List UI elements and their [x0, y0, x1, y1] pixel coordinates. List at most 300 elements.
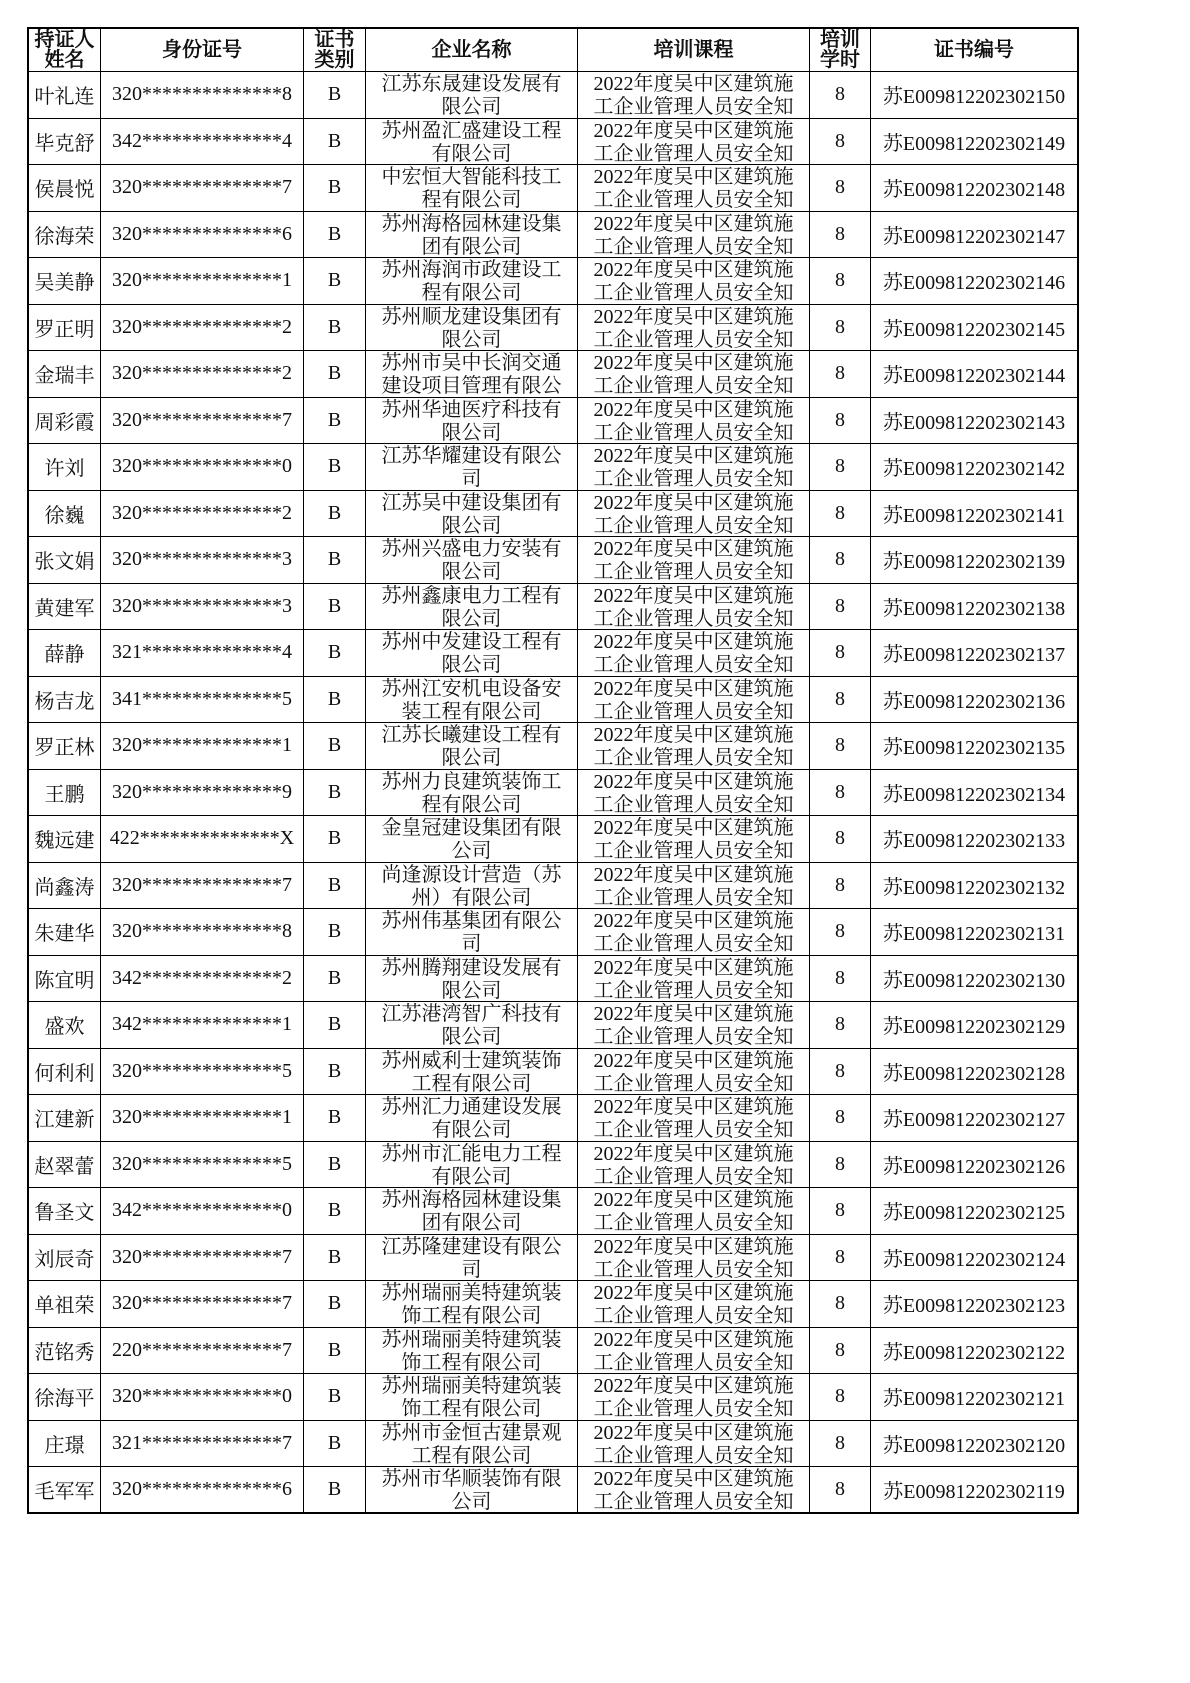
cell-course — [578, 584, 810, 631]
cell-course — [578, 770, 810, 817]
cell-cert-number — [871, 816, 1079, 863]
cell-course-text: 2022年度吴中区建筑施工企业管理人员安全知 — [593, 1235, 794, 1281]
cell-company-text: 苏州中发建设工程有限公司 — [381, 631, 562, 676]
cell-course — [578, 723, 810, 770]
cell-company — [366, 584, 578, 631]
cell-id-number-text: 342**************0 — [112, 1199, 292, 1222]
cell-hours — [810, 1467, 871, 1514]
cell-holder-name — [29, 863, 101, 910]
cell-holder-name-text: 金瑞丰 — [34, 365, 95, 388]
cell-cert-number-text: 苏E009812202302129 — [882, 1016, 1066, 1039]
header-id-number-text: 身份证号 — [162, 39, 242, 61]
cell-hours — [810, 1421, 871, 1468]
cell-cert-type — [304, 1049, 366, 1096]
cell-company-text: 苏州瑞丽美特建筑装饰工程有限公司 — [381, 1328, 562, 1374]
cell-cert-type — [304, 1374, 366, 1421]
cell-cert-type — [304, 630, 366, 677]
cell-cert-type-text: B — [327, 734, 342, 757]
cell-id-number-text: 320**************1 — [112, 1106, 292, 1129]
table-row — [29, 1049, 1079, 1096]
cell-holder-name-text: 吴美静 — [34, 272, 95, 295]
table-row — [29, 258, 1079, 305]
cell-holder-name — [29, 584, 101, 631]
cell-id-number — [101, 677, 304, 724]
cell-id-number-text: 320**************6 — [112, 222, 292, 245]
cell-cert-number — [871, 119, 1079, 166]
cell-company — [366, 351, 578, 398]
header-cert-type — [304, 29, 366, 72]
cell-company — [366, 1049, 578, 1096]
table-row — [29, 351, 1079, 398]
cell-course — [578, 119, 810, 166]
cell-holder-name-text: 侯晨悦 — [34, 179, 95, 202]
cell-holder-name-text: 江建新 — [34, 1109, 95, 1132]
cell-hours-text: 8 — [835, 83, 845, 106]
cell-cert-number-text: 苏E009812202302136 — [882, 690, 1066, 713]
cell-cert-number — [871, 1142, 1079, 1189]
table-row — [29, 1188, 1079, 1235]
cell-company — [366, 444, 578, 491]
cell-id-number — [101, 212, 304, 259]
cell-holder-name — [29, 1049, 101, 1096]
cell-cert-type-text: B — [327, 1013, 342, 1036]
cell-holder-name — [29, 165, 101, 212]
cell-id-number — [101, 1049, 304, 1096]
header-hours-text: 培训学时 — [820, 29, 860, 71]
header-hours — [810, 29, 871, 72]
cell-cert-number — [871, 630, 1079, 677]
cell-company — [366, 1002, 578, 1049]
table-row — [29, 398, 1079, 445]
cell-holder-name-text: 单祖荣 — [34, 1295, 95, 1318]
cell-company-text: 江苏长曦建设工程有限公司 — [381, 724, 562, 769]
cell-id-number — [101, 1002, 304, 1049]
cell-hours — [810, 723, 871, 770]
cell-company — [366, 909, 578, 956]
cell-course-text: 2022年度吴中区建筑施工企业管理人员安全知 — [593, 677, 794, 723]
cell-cert-number-text: 苏E009812202302133 — [882, 830, 1066, 853]
cell-course — [578, 351, 810, 398]
cell-holder-name-text: 朱建华 — [34, 923, 95, 946]
cell-holder-name-text: 刘辰奇 — [34, 1248, 95, 1271]
cell-course — [578, 909, 810, 956]
cell-holder-name — [29, 351, 101, 398]
cell-id-number — [101, 1467, 304, 1514]
cell-company — [366, 816, 578, 863]
cell-cert-type — [304, 1281, 366, 1328]
cell-id-number — [101, 816, 304, 863]
cell-cert-number — [871, 1188, 1079, 1235]
cell-course-text: 2022年度吴中区建筑施工企业管理人员安全知 — [593, 1468, 794, 1513]
cell-cert-number-text: 苏E009812202302123 — [882, 1295, 1066, 1318]
cell-course — [578, 1049, 810, 1096]
cell-cert-number-text: 苏E009812202302139 — [882, 551, 1066, 574]
cell-cert-number — [871, 1281, 1079, 1328]
cell-hours-text: 8 — [835, 1338, 845, 1361]
cell-cert-type-text: B — [327, 827, 342, 850]
table-row — [29, 630, 1079, 677]
cell-cert-type — [304, 1142, 366, 1189]
cell-company-text: 金皇冠建设集团有限公司 — [381, 817, 562, 862]
cell-course — [578, 816, 810, 863]
cell-hours-text: 8 — [835, 1431, 845, 1454]
cell-cert-type — [304, 1467, 366, 1514]
cell-course — [578, 72, 810, 119]
cell-holder-name — [29, 491, 101, 538]
cell-id-number — [101, 1374, 304, 1421]
cell-cert-number — [871, 863, 1079, 910]
cell-cert-number — [871, 398, 1079, 445]
cell-hours — [810, 1049, 871, 1096]
cell-id-number — [101, 1235, 304, 1282]
table-header-row — [29, 29, 1079, 72]
cell-id-number — [101, 630, 304, 677]
cell-cert-type-text: B — [327, 269, 342, 292]
cell-cert-type-text: B — [327, 362, 342, 385]
cell-hours-text: 8 — [835, 1199, 845, 1222]
cell-cert-type-text: B — [327, 1152, 342, 1175]
cell-cert-number — [871, 1467, 1079, 1514]
cell-hours-text: 8 — [835, 1059, 845, 1082]
cell-company — [366, 537, 578, 584]
table-row — [29, 677, 1079, 724]
cell-cert-number-text: 苏E009812202302150 — [882, 86, 1066, 109]
table-row — [29, 1421, 1079, 1468]
table-row — [29, 1002, 1079, 1049]
cell-cert-number-text: 苏E009812202302135 — [882, 737, 1066, 760]
cell-id-number — [101, 723, 304, 770]
cell-hours-text: 8 — [835, 594, 845, 617]
cell-course-text: 2022年度吴中区建筑施工企业管理人员安全知 — [593, 212, 794, 258]
cell-cert-type — [304, 1002, 366, 1049]
cell-cert-type-text: B — [327, 1338, 342, 1361]
cell-company — [366, 723, 578, 770]
cell-cert-type — [304, 1421, 366, 1468]
cell-holder-name-text: 徐巍 — [44, 504, 85, 527]
cell-course-text: 2022年度吴中区建筑施工企业管理人员安全知 — [593, 863, 794, 909]
cell-cert-type — [304, 956, 366, 1003]
cell-holder-name — [29, 677, 101, 724]
header-holder-name-text: 持证人姓名 — [34, 29, 95, 71]
cell-cert-type-text: B — [327, 966, 342, 989]
cell-hours-text: 8 — [835, 362, 845, 385]
cell-cert-number — [871, 1421, 1079, 1468]
cell-id-number — [101, 863, 304, 910]
cell-id-number-text: 320**************7 — [112, 176, 292, 199]
cell-cert-type-text: B — [327, 548, 342, 571]
cell-hours — [810, 909, 871, 956]
cell-cert-number — [871, 72, 1079, 119]
cell-holder-name — [29, 630, 101, 677]
cell-hours-text: 8 — [835, 1385, 845, 1408]
cell-course — [578, 1188, 810, 1235]
cell-holder-name-text: 徐海荣 — [34, 225, 95, 248]
cell-course-text: 2022年度吴中区建筑施工企业管理人员安全知 — [593, 584, 794, 630]
cell-id-number — [101, 770, 304, 817]
cell-id-number-text: 320**************7 — [112, 408, 292, 431]
table-row — [29, 956, 1079, 1003]
cell-holder-name-text: 魏远建 — [34, 830, 95, 853]
cell-cert-number-text: 苏E009812202302138 — [882, 597, 1066, 620]
cell-cert-number — [871, 305, 1079, 352]
cell-id-number — [101, 1281, 304, 1328]
cell-company-text: 苏州威利士建筑装饰工程有限公司 — [381, 1049, 562, 1095]
cell-hours-text: 8 — [835, 501, 845, 524]
cell-course-text: 2022年度吴中区建筑施工企业管理人员安全知 — [593, 1421, 794, 1467]
cell-holder-name-text: 罗正林 — [34, 737, 95, 760]
cell-course-text: 2022年度吴中区建筑施工企业管理人员安全知 — [593, 631, 794, 676]
cell-holder-name — [29, 537, 101, 584]
cell-company — [366, 956, 578, 1003]
cell-course — [578, 956, 810, 1003]
cell-course-text: 2022年度吴中区建筑施工企业管理人员安全知 — [593, 956, 794, 1002]
cell-cert-type — [304, 1235, 366, 1282]
cell-id-number — [101, 165, 304, 212]
cell-cert-number-text: 苏E009812202302132 — [882, 876, 1066, 899]
cell-holder-name — [29, 305, 101, 352]
cell-holder-name-text: 徐海平 — [34, 1388, 95, 1411]
cell-id-number-text: 342**************4 — [112, 129, 292, 152]
cell-hours-text: 8 — [835, 408, 845, 431]
cell-course-text: 2022年度吴中区建筑施工企业管理人员安全知 — [593, 491, 794, 537]
cell-company-text: 苏州华迪医疗科技有限公司 — [381, 398, 562, 444]
table-row — [29, 1328, 1079, 1375]
cell-cert-number — [871, 770, 1079, 817]
cell-cert-type-text: B — [327, 501, 342, 524]
cell-company — [366, 1095, 578, 1142]
cell-holder-name — [29, 1328, 101, 1375]
header-cert-number — [871, 29, 1079, 72]
cell-course-text: 2022年度吴中区建筑施工企业管理人员安全知 — [593, 1142, 794, 1188]
cell-course-text: 2022年度吴中区建筑施工企业管理人员安全知 — [593, 1328, 794, 1374]
cell-holder-name — [29, 119, 101, 166]
cell-course — [578, 677, 810, 724]
cell-holder-name — [29, 770, 101, 817]
cell-cert-type-text: B — [327, 222, 342, 245]
cell-cert-type-text: B — [327, 1059, 342, 1082]
cell-holder-name-text: 罗正明 — [34, 318, 95, 341]
cell-cert-number-text: 苏E009812202302122 — [882, 1341, 1066, 1364]
cell-id-number — [101, 351, 304, 398]
cell-cert-number-text: 苏E009812202302137 — [882, 644, 1066, 667]
cell-cert-type-text: B — [327, 1385, 342, 1408]
cell-id-number-text: 220**************7 — [112, 1338, 292, 1361]
cell-course — [578, 630, 810, 677]
cell-holder-name-text: 王鹏 — [44, 783, 85, 806]
cell-id-number-text: 320**************7 — [112, 1292, 292, 1315]
cell-hours-text: 8 — [835, 687, 845, 710]
table-row — [29, 1374, 1079, 1421]
cell-cert-type-text: B — [327, 873, 342, 896]
cell-id-number — [101, 305, 304, 352]
cell-cert-number-text: 苏E009812202302142 — [882, 458, 1066, 481]
cell-company-text: 苏州兴盛电力安装有限公司 — [381, 538, 562, 583]
cell-cert-number-text: 苏E009812202302126 — [882, 1155, 1066, 1178]
cell-cert-type — [304, 165, 366, 212]
cell-id-number-text: 320**************9 — [112, 780, 292, 803]
cell-course — [578, 863, 810, 910]
cell-hours — [810, 72, 871, 119]
cell-cert-type — [304, 119, 366, 166]
cell-holder-name — [29, 1002, 101, 1049]
cell-course-text: 2022年度吴中区建筑施工企业管理人员安全知 — [593, 1049, 794, 1095]
table-row — [29, 816, 1079, 863]
cell-cert-number-text: 苏E009812202302130 — [882, 969, 1066, 992]
cell-holder-name — [29, 1421, 101, 1468]
cell-cert-number-text: 苏E009812202302120 — [882, 1434, 1066, 1457]
cell-course — [578, 1142, 810, 1189]
cell-hours-text: 8 — [835, 1292, 845, 1315]
cell-hours-text: 8 — [835, 920, 845, 943]
cell-course — [578, 305, 810, 352]
cell-course — [578, 398, 810, 445]
cell-holder-name — [29, 1188, 101, 1235]
cell-company-text: 苏州腾翔建设发展有限公司 — [381, 956, 562, 1002]
cell-cert-type — [304, 1328, 366, 1375]
cell-company-text: 苏州市吴中长润交通建设项目管理有限公 — [381, 352, 562, 397]
cell-hours-text: 8 — [835, 176, 845, 199]
cell-cert-type — [304, 537, 366, 584]
cell-course — [578, 491, 810, 538]
cell-cert-type — [304, 258, 366, 305]
cell-company — [366, 72, 578, 119]
cell-hours-text: 8 — [835, 269, 845, 292]
cell-course — [578, 258, 810, 305]
cell-cert-number-text: 苏E009812202302124 — [882, 1248, 1066, 1271]
header-id-number — [101, 29, 304, 72]
cell-id-number-text: 320**************1 — [112, 269, 292, 292]
cell-course-text: 2022年度吴中区建筑施工企业管理人员安全知 — [593, 1375, 794, 1420]
cell-holder-name — [29, 444, 101, 491]
cell-id-number — [101, 444, 304, 491]
cell-cert-number — [871, 909, 1079, 956]
cell-company — [366, 1281, 578, 1328]
cell-id-number-text: 320**************5 — [112, 1152, 292, 1175]
cell-id-number — [101, 491, 304, 538]
cell-course-text: 2022年度吴中区建筑施工企业管理人员安全知 — [593, 1282, 794, 1327]
table-row — [29, 584, 1079, 631]
cell-id-number-text: 320**************8 — [112, 83, 292, 106]
cell-company — [366, 863, 578, 910]
cell-course — [578, 212, 810, 259]
cell-id-number-text: 320**************2 — [112, 362, 292, 385]
cell-course — [578, 1374, 810, 1421]
cell-cert-type — [304, 72, 366, 119]
cell-course-text: 2022年度吴中区建筑施工企业管理人员安全知 — [593, 1096, 794, 1141]
cell-id-number-text: 320**************3 — [112, 548, 292, 571]
cell-cert-type-text: B — [327, 1245, 342, 1268]
cell-holder-name — [29, 72, 101, 119]
cell-holder-name-text: 何利利 — [34, 1062, 95, 1085]
cell-hours-text: 8 — [835, 1106, 845, 1129]
header-course-text: 培训课程 — [653, 39, 734, 61]
cell-company — [366, 1421, 578, 1468]
cell-cert-number — [871, 1095, 1079, 1142]
cell-cert-type-text: B — [327, 408, 342, 431]
cell-cert-number — [871, 723, 1079, 770]
cell-cert-type-text: B — [327, 641, 342, 664]
table-row — [29, 119, 1079, 166]
cell-company-text: 苏州鑫康电力工程有限公司 — [381, 584, 562, 630]
cell-holder-name — [29, 1467, 101, 1514]
cell-cert-type-text: B — [327, 315, 342, 338]
cell-id-number-text: 320**************7 — [112, 1245, 292, 1268]
table-row — [29, 212, 1079, 259]
cell-cert-type — [304, 584, 366, 631]
cell-company — [366, 677, 578, 724]
header-holder-name — [29, 29, 101, 72]
cell-holder-name — [29, 212, 101, 259]
cell-holder-name — [29, 258, 101, 305]
cell-company-text: 苏州市华顺装饰有限公司 — [381, 1468, 562, 1513]
cell-hours-text: 8 — [835, 734, 845, 757]
cell-id-number-text: 320**************0 — [112, 455, 292, 478]
cell-cert-type-text: B — [327, 129, 342, 152]
cell-cert-type — [304, 909, 366, 956]
cell-hours — [810, 630, 871, 677]
cell-cert-type-text: B — [327, 1292, 342, 1315]
cell-cert-type-text: B — [327, 455, 342, 478]
cell-cert-number-text: 苏E009812202302121 — [882, 1388, 1066, 1411]
cell-cert-type-text: B — [327, 1477, 342, 1500]
cell-id-number — [101, 1421, 304, 1468]
cell-cert-type-text: B — [327, 780, 342, 803]
cell-cert-type-text: B — [327, 687, 342, 710]
cell-company-text: 苏州汇力通建设发展有限公司 — [381, 1096, 562, 1141]
cell-hours — [810, 1095, 871, 1142]
cell-course-text: 2022年度吴中区建筑施工企业管理人员安全知 — [593, 166, 794, 211]
cell-cert-type-text: B — [327, 1106, 342, 1129]
cell-company — [366, 398, 578, 445]
cell-cert-type-text: B — [327, 83, 342, 106]
cell-cert-type — [304, 1188, 366, 1235]
cell-hours — [810, 165, 871, 212]
cell-id-number — [101, 1328, 304, 1375]
table-row — [29, 444, 1079, 491]
cell-cert-number — [871, 1328, 1079, 1375]
table-row — [29, 1467, 1079, 1514]
cell-company-text: 苏州力良建筑装饰工程有限公司 — [381, 770, 562, 816]
cell-id-number — [101, 119, 304, 166]
cell-cert-number-text: 苏E009812202302148 — [882, 179, 1066, 202]
cell-hours-text: 8 — [835, 873, 845, 896]
cell-hours — [810, 1235, 871, 1282]
cell-cert-number-text: 苏E009812202302119 — [883, 1480, 1065, 1503]
cell-course-text: 2022年度吴中区建筑施工企业管理人员安全知 — [593, 817, 794, 862]
table-row — [29, 491, 1079, 538]
cell-id-number-text: 320**************2 — [112, 501, 292, 524]
cell-holder-name — [29, 909, 101, 956]
cell-course-text: 2022年度吴中区建筑施工企业管理人员安全知 — [593, 259, 794, 304]
cell-cert-number — [871, 491, 1079, 538]
cell-holder-name — [29, 1281, 101, 1328]
cell-cert-number-text: 苏E009812202302143 — [882, 411, 1066, 434]
cell-company-text: 江苏吴中建设集团有限公司 — [381, 491, 562, 537]
cell-course-text: 2022年度吴中区建筑施工企业管理人员安全知 — [593, 1003, 794, 1048]
cell-holder-name-text: 薛静 — [44, 644, 85, 667]
cell-cert-type-text: B — [327, 1199, 342, 1222]
cell-holder-name-text: 周彩霞 — [34, 411, 95, 434]
cell-hours — [810, 1281, 871, 1328]
cell-cert-number — [871, 212, 1079, 259]
header-company — [366, 29, 578, 72]
cell-company — [366, 491, 578, 538]
cell-cert-type — [304, 816, 366, 863]
cell-id-number — [101, 584, 304, 631]
cell-company-text: 苏州盈汇盛建设工程有限公司 — [381, 119, 562, 165]
header-cert-number-text: 证书编号 — [934, 39, 1014, 61]
cell-course — [578, 1421, 810, 1468]
